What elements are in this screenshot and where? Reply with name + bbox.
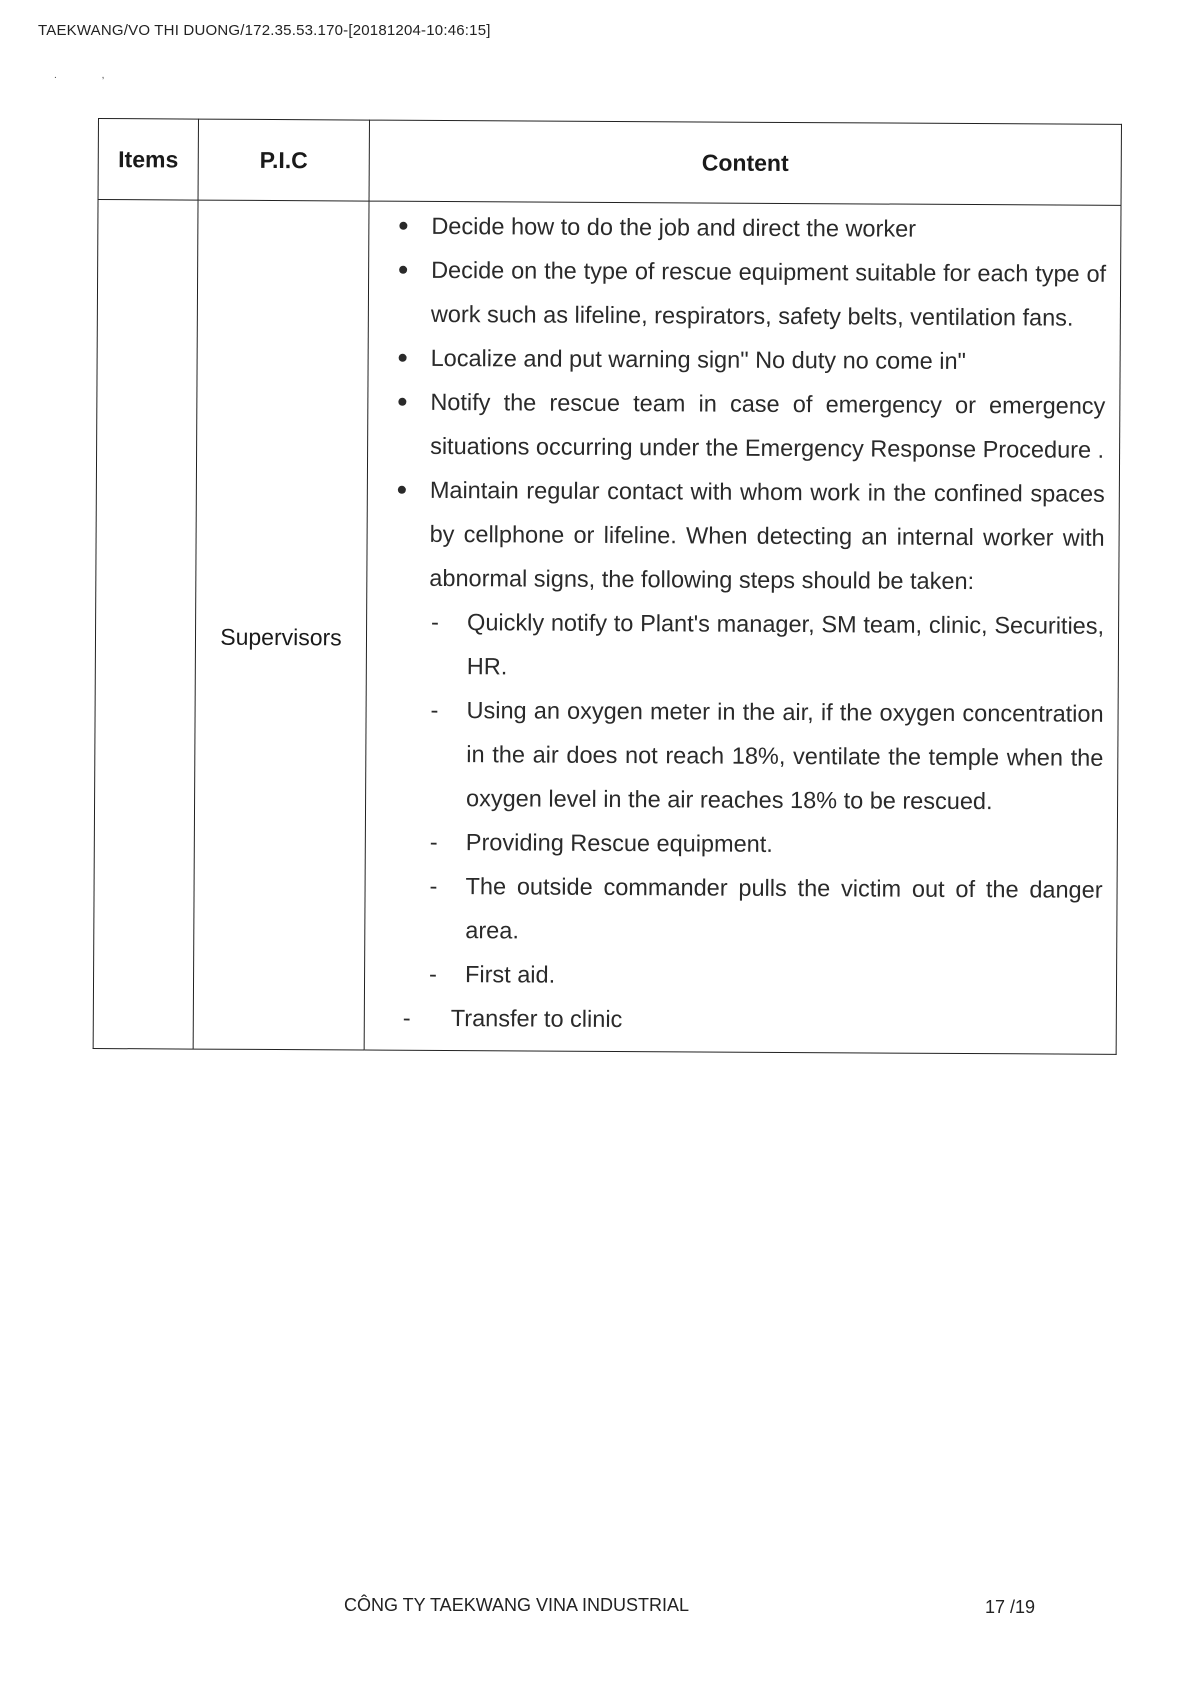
column-header-pic: P.I.C bbox=[198, 119, 369, 201]
content-cell bbox=[364, 201, 1121, 1054]
items-cell bbox=[93, 200, 198, 1050]
page-number: 17 /19 bbox=[985, 1597, 1036, 1617]
speck: , bbox=[101, 70, 105, 81]
pic-value: Supervisors bbox=[220, 623, 342, 650]
bullet-item: Maintain regular contact with whom work in the confined spaces by cellphone or lifeline. When detecting an internal worker with abnormal signs, the following steps should be taken: bbox=[393, 468, 1105, 604]
table-header-row bbox=[98, 119, 1121, 206]
bullet-item: Decide how to do the job and direct the worker bbox=[395, 204, 1106, 252]
table-row bbox=[93, 200, 1121, 1055]
footer-company: CÔNG TY TAEKWANG VINA INDUSTRIAL bbox=[344, 1595, 690, 1615]
pic-cell bbox=[193, 200, 369, 1050]
bullet-item: Localize and put warning sign" No duty no come in" bbox=[394, 336, 1105, 384]
column-header-content: Content bbox=[369, 120, 1121, 205]
step-item: - First aid. bbox=[427, 952, 1102, 1000]
step-item: - The outside commander pulls the victim out of the danger area. bbox=[427, 864, 1102, 956]
speck: . bbox=[54, 70, 57, 81]
step-item: - Quickly notify to Plant's manager, SM team, clinic, Securities, HR. bbox=[429, 600, 1104, 692]
scan-specks bbox=[54, 70, 146, 81]
responsibility-list bbox=[393, 204, 1106, 604]
step-item: - Providing Rescue equipment. bbox=[428, 820, 1103, 868]
final-step: - Transfer to clinic bbox=[403, 996, 1102, 1044]
procedure-table bbox=[93, 118, 1122, 1055]
bullet-item: Notify the rescue team in case of emergency or emergency situations occurring under the Emergency Response Procedure . bbox=[394, 380, 1105, 472]
rescue-steps-list bbox=[391, 600, 1104, 1000]
column-header-items: Items bbox=[98, 119, 198, 201]
bullet-item: Decide on the type of rescue equipment suitable for each type of work such as lifeline, respirators, safety belts, ventilation fans. bbox=[395, 248, 1106, 340]
document-stamp: TAEKWANG/VO THI DUONG/172.35.53.170-[20181204-10:46:15] bbox=[38, 22, 491, 39]
step-item: - Using an oxygen meter in the air, if the oxygen concentration in the air does not reach 18%, ventilate the temple when the oxygen level in the air reaches 18% to be rescued. bbox=[428, 688, 1104, 824]
